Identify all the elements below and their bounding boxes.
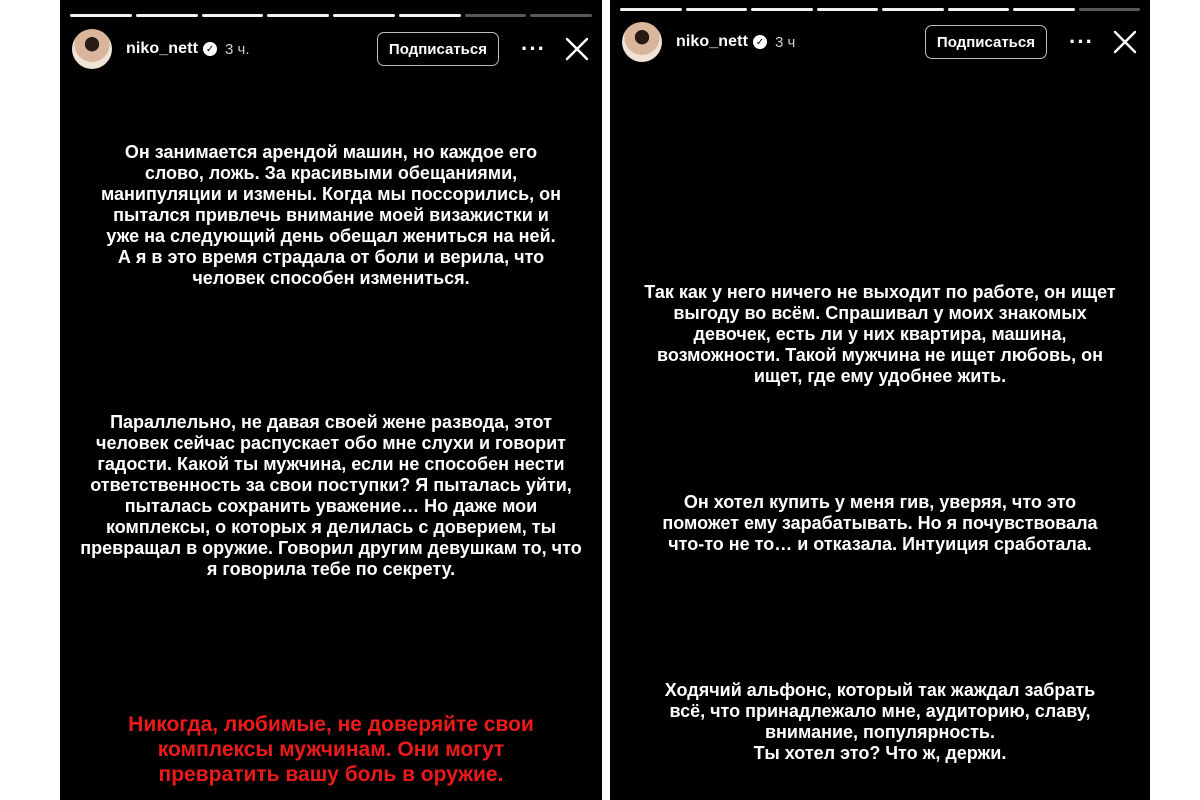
progress-segment (267, 14, 329, 17)
story-header (72, 27, 592, 71)
story-text-paragraph-1: Так как у него ничего не выходит по работе, он ищет выгоду во всём. Спрашивал у моих знакомых девочек, есть ли у них квартира, машина, возможности. Такой мужчина не ищет любовь, он ищет, где ему удобнее жить. (644, 282, 1116, 386)
progress-segment (817, 8, 879, 11)
close-icon[interactable] (562, 34, 592, 64)
progress-segment (530, 14, 592, 17)
progress-segment (882, 8, 944, 11)
progress-segment (70, 14, 132, 17)
progress-segment (333, 14, 395, 17)
story-right[interactable] (610, 0, 1150, 800)
progress-segment (399, 14, 461, 17)
progress-segment (136, 14, 198, 17)
subscribe-button[interactable]: Подписаться (377, 32, 499, 66)
story-progress-bar (70, 14, 592, 17)
more-options-icon[interactable]: ··· (521, 36, 546, 61)
story-text-paragraph-1: Он занимается арендой машин, но каждое его слово, ложь. За красивыми обещаниями, манипуляции и измены. Когда мы поссорились, он пытался привлечь внимание моей визажистки и уже на следующий день обещал жениться на ней. А я в это время страдала от боли и верила, что человек способен измениться. (100, 142, 562, 288)
close-icon[interactable] (1110, 27, 1140, 57)
progress-segment (465, 14, 527, 17)
progress-segment (1079, 8, 1141, 11)
avatar[interactable] (72, 29, 112, 69)
story-header (622, 20, 1140, 64)
verified-badge-icon: ✓ (753, 35, 767, 49)
story-text-paragraph-2: Он хотел купить у меня гив, уверяя, что это поможет ему зарабатывать. Но я почувствовала что-то не то… и отказала. Интуиция сработала. (662, 492, 1098, 554)
progress-segment (686, 8, 748, 11)
post-time: 3 ч. (225, 40, 250, 58)
story-warning-text: Никогда, любимые, не доверяйте свои комплексы мужчинам. Они могут превратить вашу боль в оружие. (128, 713, 534, 786)
progress-segment (620, 8, 682, 11)
progress-segment (1013, 8, 1075, 11)
username[interactable]: niko_nett (676, 33, 749, 50)
story-left[interactable] (60, 0, 602, 800)
story-text-paragraph-3: Ходячий альфонс, который так жаждал забрать всё, что принадлежало мне, аудиторию, славу, внимание, популярность. Ты хотел это? Что ж, держи. (664, 680, 1096, 763)
avatar[interactable] (622, 22, 662, 62)
story-progress-bar (620, 8, 1140, 11)
username[interactable]: niko_nett (126, 40, 199, 57)
subscribe-button[interactable]: Подписаться (925, 25, 1047, 59)
progress-segment (948, 8, 1010, 11)
post-time: 3 ч (775, 33, 796, 51)
progress-segment (751, 8, 813, 11)
more-options-icon[interactable]: ··· (1069, 29, 1094, 54)
story-text-paragraph-2: Параллельно, не давая своей жене развода, этот человек сейчас распускает обо мне слухи и говорит гадости. Какой ты мужчина, если не способен нести ответственность за свои поступки? Я пыталась уйти, пыталась сохранить уважение… Но даже мои комплексы, о которых я делилась с доверием, ты превращал в оружие. Говорил другим девушкам то, что я говорила тебе по секрету. (80, 412, 582, 579)
verified-badge-icon: ✓ (203, 42, 217, 56)
progress-segment (202, 14, 264, 17)
